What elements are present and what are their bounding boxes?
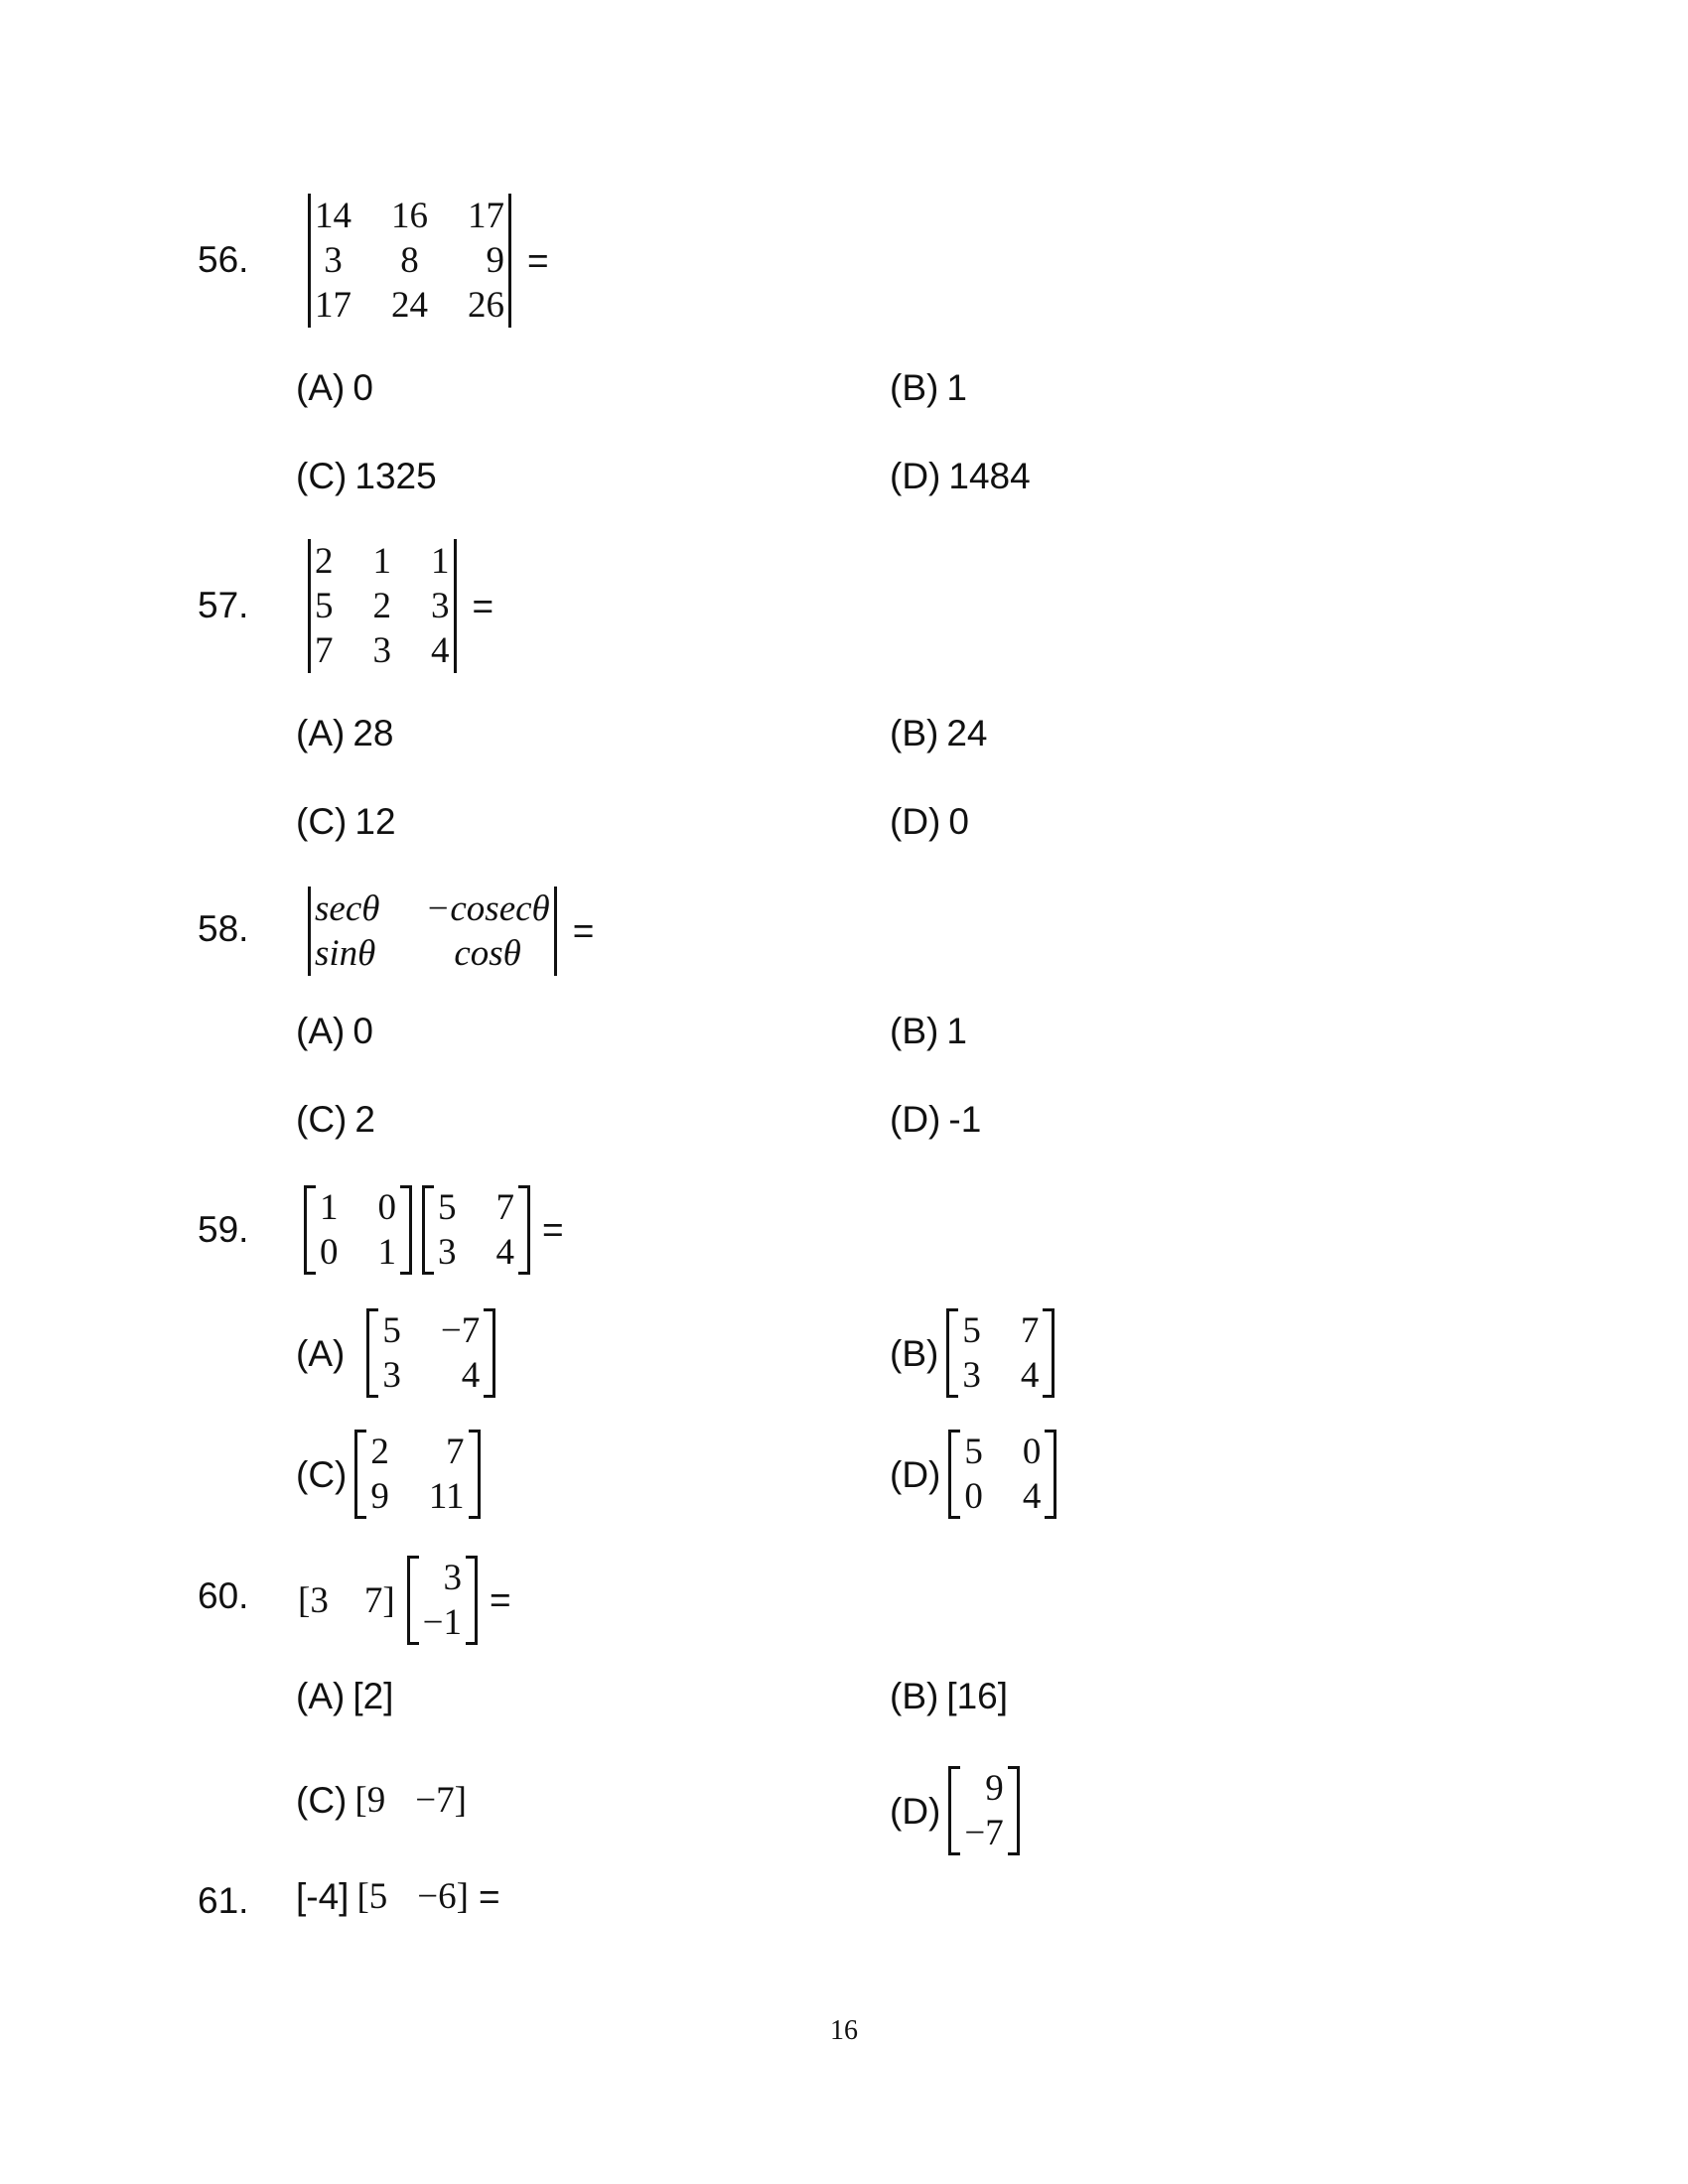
vector-cell: 9 [985,1768,1004,1809]
column-vector [948,1766,1019,1855]
equals-sign: = [527,239,549,281]
option-a[interactable] [296,369,373,406]
matrix-cell: 5 [315,586,334,626]
option-text: -1 [948,1099,982,1140]
vector-cell: −1 [422,1602,463,1643]
vector-cell: −7 [964,1813,1004,1853]
matrix-cell: sinθ [315,933,376,974]
matrix-cell: 17 [468,196,504,236]
scalar: [-4] [296,1876,350,1917]
option-b[interactable] [890,715,987,751]
option-c[interactable] [296,1782,467,1819]
matrix-cell: 3 [962,1355,981,1396]
bracket: ] [382,1579,395,1621]
bracket: ] [454,1780,467,1821]
option-text: 0 [352,367,373,408]
matrix-cell: 4 [431,630,450,671]
option-b[interactable] [890,1308,1055,1398]
matrix-cell: cosθ [454,933,521,974]
determinant [304,539,461,673]
option-text: 12 [354,801,396,842]
question-expression [298,1556,511,1645]
page-number: 16 [830,2015,858,2046]
matrix-cell: 0 [1022,1432,1042,1472]
matrix-cell: 1 [372,541,391,582]
question-number: 56. [198,239,249,280]
option-matrix [354,1430,480,1519]
bracket: [ [298,1579,311,1621]
option-label: (C) [296,1099,348,1140]
matrix-cell: 7 [495,1187,514,1228]
question-expression [304,539,493,673]
option-d[interactable] [890,458,1031,494]
question-expression [296,1878,500,1915]
option-d[interactable] [890,1101,981,1138]
option-a[interactable] [296,715,393,751]
option-text: [16] [946,1676,1009,1716]
row-vector [356,1878,469,1915]
row-vector [354,1782,467,1819]
option-c[interactable] [296,1430,481,1519]
bracket: [ [354,1780,367,1821]
option-matrix [366,1308,495,1398]
option-a[interactable] [296,1308,495,1398]
question-number: 59. [198,1209,249,1250]
matrix-cell: 26 [468,285,504,326]
option-label: (B) [890,1676,939,1716]
equals-sign: = [479,1876,500,1917]
vector-cell: 3 [310,1579,329,1621]
option-d[interactable] [890,803,969,840]
matrix-cell: 0 [964,1476,983,1517]
option-b[interactable] [890,1678,1008,1714]
matrix-cell: 9 [486,240,504,281]
matrix-cell: secθ [315,888,380,929]
bracket: ] [456,1876,469,1917]
vector-cell: −6 [417,1876,457,1917]
option-label: (A) [296,1011,346,1051]
matrix-cell: 0 [320,1232,339,1273]
option-text: 1 [946,367,967,408]
option-matrix [948,1430,1056,1519]
equals-sign: = [572,910,595,951]
option-label: (B) [890,367,939,408]
matrix-cell: 7 [1020,1310,1040,1351]
equals-sign: = [542,1209,564,1250]
question-expression [304,887,594,976]
matrix-cell: 16 [391,196,428,236]
matrix-cell: 3 [382,1355,401,1396]
bracket: [ [356,1876,369,1917]
option-label: (A) [296,1676,346,1716]
option-label: (D) [890,456,941,496]
option-label: (D) [890,1453,941,1495]
option-c[interactable] [296,458,437,494]
option-text: 1484 [948,456,1031,496]
vector-cell: 7 [363,1579,383,1621]
matrix-cell: 4 [495,1232,514,1273]
option-label: (C) [296,801,348,842]
matrix-cell: 3 [372,630,391,671]
option-text: 24 [946,713,988,753]
matrix-cell: −7 [440,1310,481,1351]
matrix-cell: 2 [315,541,334,582]
option-text: 0 [352,1011,373,1051]
option-label: (D) [890,1099,941,1140]
option-text: 1325 [354,456,437,496]
question-number: 60. [198,1575,249,1616]
option-text: 2 [354,1099,375,1140]
matrix-cell: 3 [431,586,450,626]
option-label: (C) [296,1453,348,1495]
row-vector [298,1579,395,1622]
matrix-cell: 7 [446,1432,465,1472]
matrix-cell: 0 [377,1187,396,1228]
option-label: (C) [296,1780,348,1821]
option-label: (B) [890,1332,939,1374]
matrix-cell: 3 [324,240,343,281]
matrix-a [304,1185,412,1275]
matrix-cell: −cosecθ [425,888,550,929]
vector-cell: 9 [366,1780,386,1821]
option-label: (A) [296,1332,346,1374]
option-label: (B) [890,713,939,753]
option-label: (A) [296,367,346,408]
option-label: (D) [890,801,941,842]
option-label: (B) [890,1011,939,1051]
equals-sign: = [490,1579,511,1620]
option-label: (C) [296,456,348,496]
option-text: 1 [946,1011,967,1051]
option-c[interactable] [296,803,396,840]
matrix-cell: 5 [382,1310,401,1351]
option-d[interactable] [890,1430,1056,1519]
option-a[interactable] [296,1678,393,1714]
option-b[interactable] [890,369,967,406]
matrix-cell: 4 [1022,1476,1042,1517]
option-d[interactable] [890,1766,1020,1855]
vector-cell: 3 [443,1558,463,1598]
matrix-cell: 11 [428,1476,465,1517]
matrix-cell: 2 [370,1432,389,1472]
question-expression [304,194,549,328]
option-text: 0 [948,801,969,842]
matrix-cell: 5 [962,1310,981,1351]
matrix-cell: 1 [320,1187,339,1228]
matrix-cell: 1 [377,1232,396,1273]
matrix-cell: 7 [315,630,334,671]
option-matrix [946,1308,1055,1398]
option-text: 28 [352,713,394,753]
column-vector [407,1556,478,1645]
matrix-cell: 8 [400,240,419,281]
matrix-cell: 5 [438,1187,457,1228]
vector-cell: 5 [368,1876,388,1917]
matrix-cell: 4 [461,1355,481,1396]
option-c[interactable] [296,1101,375,1138]
question-expression [304,1185,564,1275]
vector-cell: −7 [415,1780,455,1821]
option-label: (A) [296,713,346,753]
option-a[interactable] [296,1013,373,1049]
matrix-cell: 9 [370,1476,389,1517]
equals-sign: = [472,585,494,626]
matrix-cell: 3 [438,1232,457,1273]
matrix-cell: 17 [315,285,352,326]
option-label: (D) [890,1790,941,1832]
matrix-b [422,1185,530,1275]
determinant [304,194,515,328]
matrix-cell: 1 [431,541,450,582]
determinant [304,887,561,976]
question-number: 61. [198,1880,249,1921]
matrix-cell: 14 [315,196,352,236]
question-number: 57. [198,585,249,625]
question-number: 58. [198,908,249,949]
matrix-cell: 2 [372,586,391,626]
option-b[interactable] [890,1013,967,1049]
matrix-cell: 4 [1020,1355,1040,1396]
matrix-cell: 5 [964,1432,983,1472]
option-text: [2] [352,1676,394,1716]
matrix-cell: 24 [391,285,428,326]
